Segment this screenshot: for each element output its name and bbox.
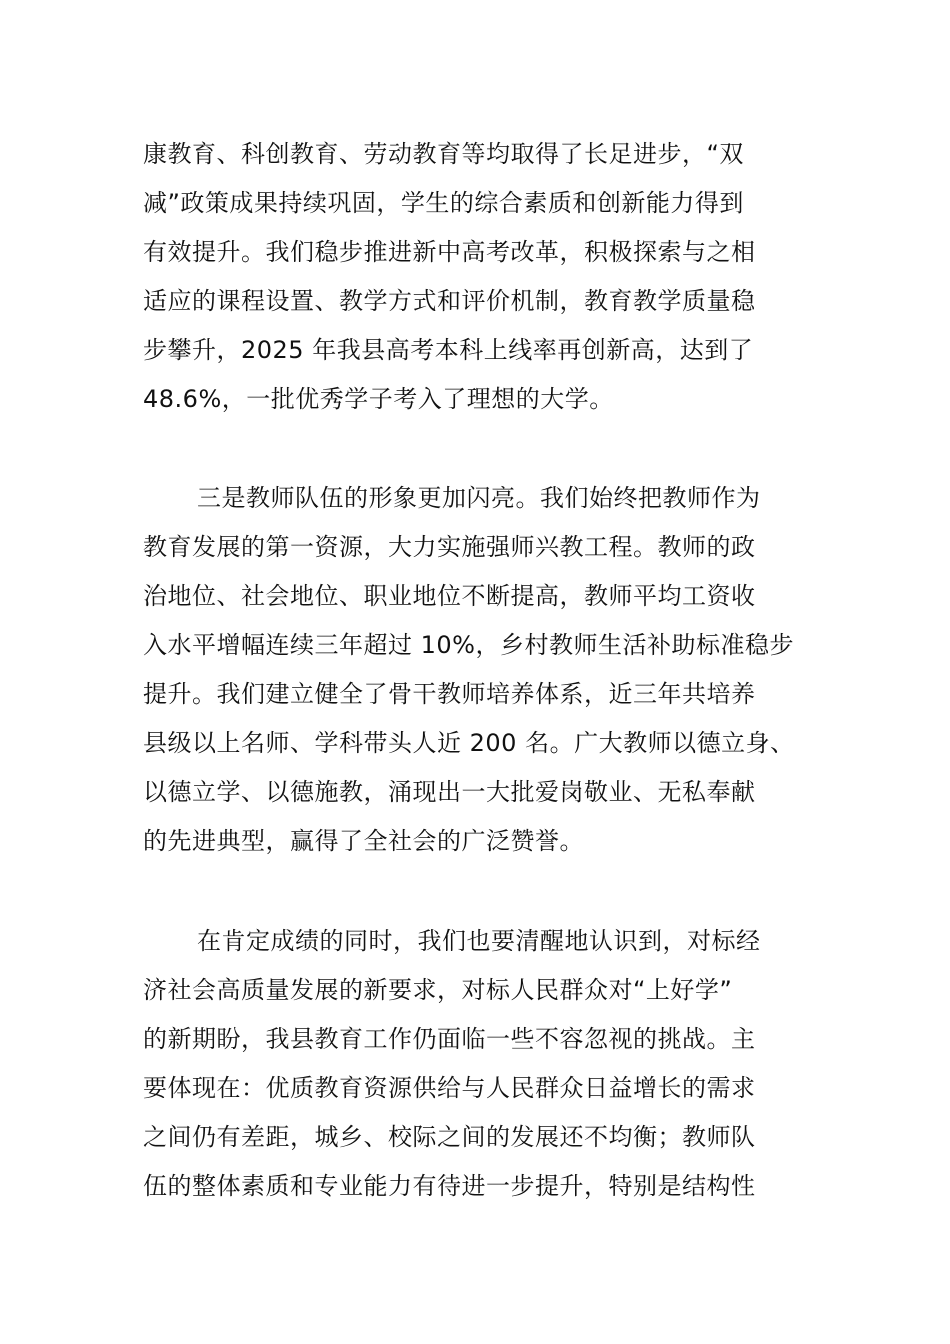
paragraph-2-line-8: 的先进典型，赢得了全社会的广泛赞誉。 [143,827,584,855]
paragraph-1-line-4: 适应的课程设置、教学方式和评价机制，教育教学质量稳 [143,287,756,315]
paragraph-2-line-5: 提升。我们建立健全了骨干教师培养体系，近三年共培养 [143,680,756,708]
paragraph-2-line-2: 教育发展的第一资源，大力实施强师兴教工程。教师的政 [143,533,756,561]
paragraph-1-line-2: 减”政策成果持续巩固，学生的综合素质和创新能力得到 [143,189,744,217]
paragraph-3-line-3: 的新期盼，我县教育工作仍面临一些不容忽视的挑战。主 [143,1025,756,1053]
paragraph-3-line-1: 在肯定成绩的同时，我们也要清醒地认识到，对标经 [197,927,761,955]
paragraph-3-line-6: 伍的整体素质和专业能力有待进一步提升，特别是结构性 [143,1172,756,1200]
paragraph-1-line-6: 48.6%，一批优秀学子考入了理想的大学。 [143,385,614,413]
paragraph-3-line-2: 济社会高质量发展的新要求，对标人民群众对“上好学” [143,976,733,1004]
paragraph-1-line-3: 有效提升。我们稳步推进新中高考改革，积极探索与之相 [143,238,756,266]
paragraph-2-line-6: 县级以上名师、学科带头人近 200 名。广大教师以德立身、 [143,729,795,757]
paragraph-2-line-4: 入水平增幅连续三年超过 10%，乡村教师生活补助标准稳步 [143,631,794,659]
paragraph-1-line-1: 康教育、科创教育、劳动教育等均取得了长足进步，“双 [143,140,744,168]
paragraph-2-line-1: 三是教师队伍的形象更加闪亮。我们始终把教师作为 [197,484,761,512]
paragraph-2-line-7: 以德立学、以德施教，涌现出一大批爱岗敬业、无私奉献 [143,778,756,806]
paragraph-3-line-4: 要体现在：优质教育资源供给与人民群众日益增长的需求 [143,1074,756,1102]
paragraph-2-line-3: 治地位、社会地位、职业地位不断提高，教师平均工资收 [143,582,756,610]
paragraph-1-line-5: 步攀升，2025 年我县高考本科上线率再创新高，达到了 [143,336,754,364]
paragraph-3-line-5: 之间仍有差距，城乡、校际之间的发展还不均衡；教师队 [143,1123,756,1151]
